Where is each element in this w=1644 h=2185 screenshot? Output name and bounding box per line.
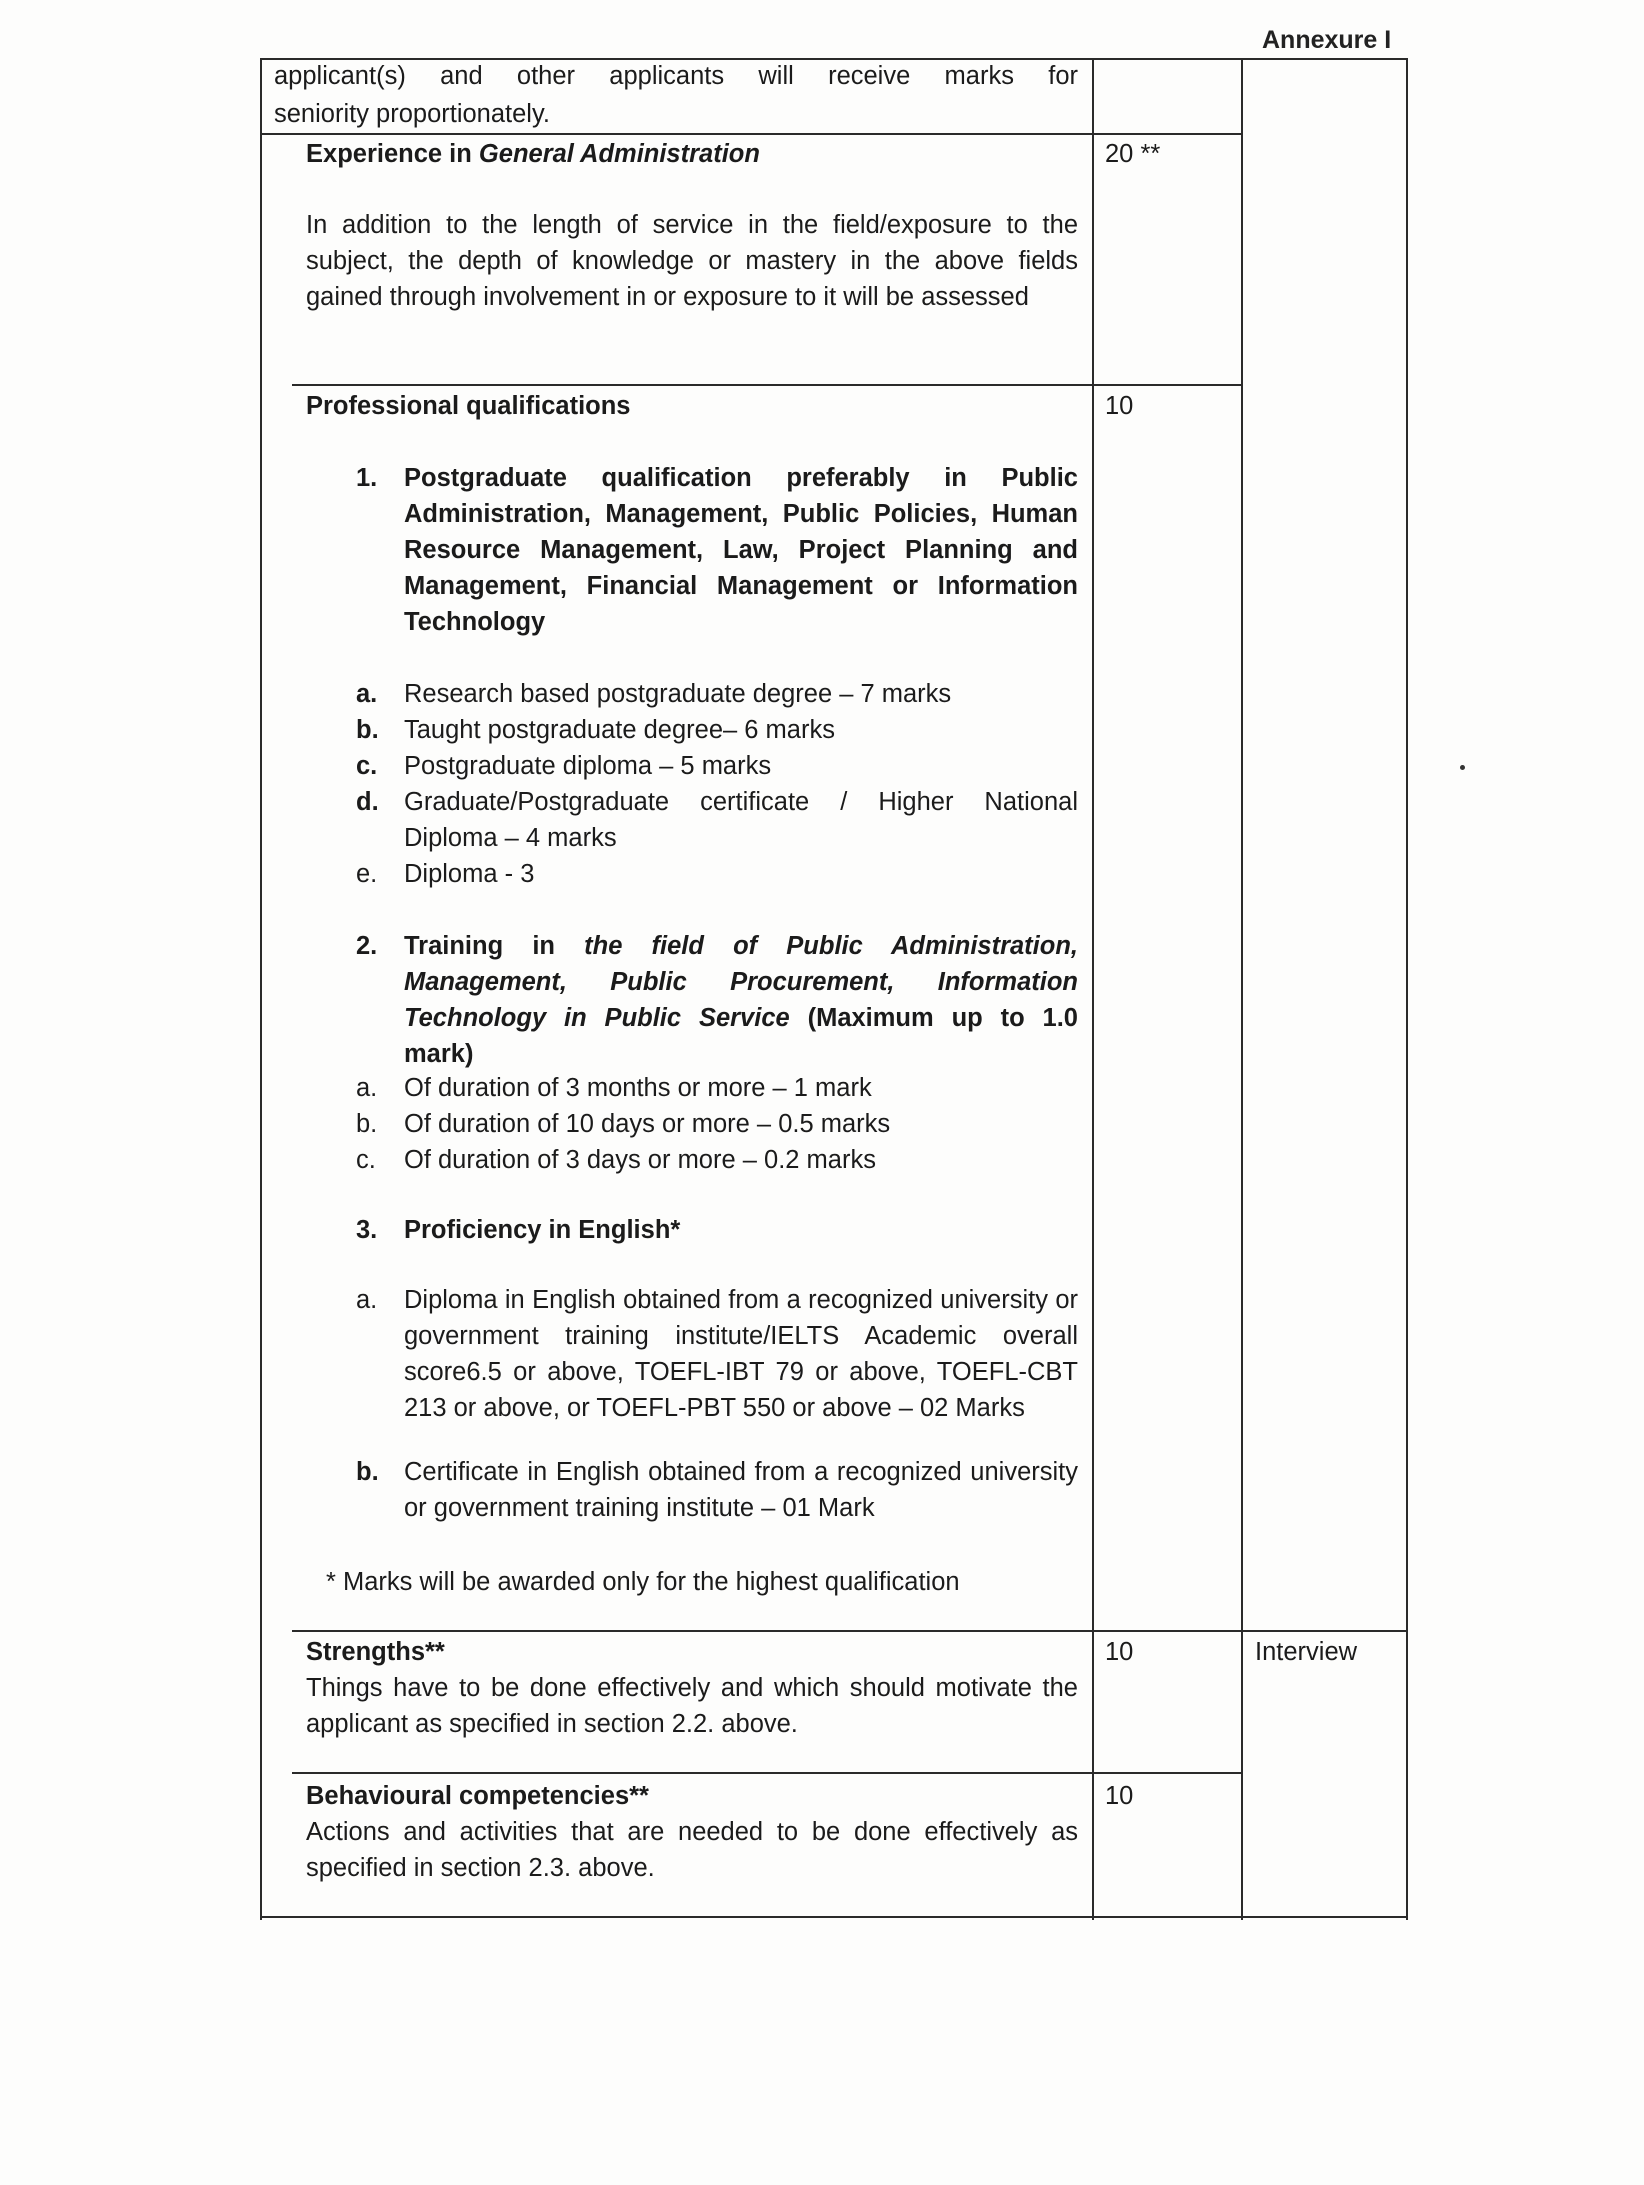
qualification-item-1 <box>356 460 1078 640</box>
behavioural-marks: 10 <box>1105 1782 1134 1810</box>
item-text-bold: Training in <box>404 932 585 960</box>
list-item <box>356 856 1078 892</box>
row-divider <box>292 1772 1243 1774</box>
list-item-label: b. <box>356 716 379 744</box>
list-item <box>356 1142 1078 1178</box>
list-item-label: e. <box>356 860 378 888</box>
list-item-label: a. <box>356 1074 378 1102</box>
list-item-text: Research based postgraduate degree – 7 marks <box>404 680 952 708</box>
list-item-text: Postgraduate diploma – 5 marks <box>404 752 772 780</box>
list-item <box>356 676 1078 712</box>
item-text-italic: the field of Public Administration, Management, Public Procurement, Information Technology in Public Service <box>404 932 1078 1032</box>
strengths-title: Strengths** <box>306 1638 445 1666</box>
list-item-label: a. <box>356 1286 378 1314</box>
list-item-label: c. <box>356 752 378 780</box>
list-item-text: Diploma - 3 <box>404 860 535 888</box>
stray-mark <box>1460 765 1465 770</box>
table-border-right <box>1406 58 1408 1920</box>
row-divider <box>292 384 1243 386</box>
list-item <box>356 1106 1078 1142</box>
table-border-left <box>260 58 262 1920</box>
column-divider-marks <box>1092 58 1094 1920</box>
list-item-text: Of duration of 3 months or more – 1 mark <box>404 1074 872 1102</box>
list-item-text: Taught postgraduate degree– 6 marks <box>404 716 835 744</box>
qualification-item-2 <box>356 928 1078 1072</box>
row-divider <box>260 133 1243 135</box>
professional-title: Professional qualifications <box>306 392 631 420</box>
column-divider-method <box>1241 58 1243 1920</box>
list-item-label: c. <box>356 1146 376 1174</box>
list-item-text: Graduate/Postgraduate certificate / Higher National Diploma – 4 marks <box>404 788 1078 852</box>
experience-title <box>306 136 760 172</box>
item-number: 2. <box>356 932 378 960</box>
strengths-description: Things have to be done effectively and which should motivate the applicant as specified in section 2.2. above. <box>306 1674 1078 1738</box>
professional-marks: 10 <box>1105 392 1134 420</box>
list-item-label: d. <box>356 788 379 816</box>
item-number: 1. <box>356 464 378 492</box>
list-item <box>356 712 1078 748</box>
strengths-marks: 10 <box>1105 1638 1134 1666</box>
item-number: 3. <box>356 1216 378 1244</box>
row-divider <box>292 1630 1408 1632</box>
list-item-label: b. <box>356 1458 379 1486</box>
qualification-item-3 <box>356 1212 1078 1248</box>
annexure-label: Annexure I <box>1262 26 1392 54</box>
list-item-text: Of duration of 10 days or more – 0.5 marks <box>404 1110 891 1138</box>
experience-description: In addition to the length of service in the field/exposure to the subject, the depth of knowledge or mastery in the above fields gained through involvement in or exposure to it will be assessed <box>306 211 1078 311</box>
seniority-line-2: seniority proportionately. <box>274 100 550 128</box>
item-text: Proficiency in English* <box>404 1216 681 1244</box>
experience-marks: 20 ** <box>1105 140 1161 168</box>
item-text: Postgraduate qualification preferably in Public Administration, Management, Public Policies, Human Resource Management, Law, Project Planning and Management, Financial Management or Information Technology <box>404 464 1078 636</box>
list-item-text: Certificate in English obtained from a recognized university or government training institute – 01 Mark <box>404 1458 1078 1522</box>
highest-qualification-note: * Marks will be awarded only for the highest qualification <box>326 1568 960 1596</box>
interview-method: Interview <box>1255 1638 1358 1666</box>
list-item <box>356 1282 1078 1426</box>
list-item-text: Of duration of 3 days or more – 0.2 marks <box>404 1146 876 1174</box>
behavioural-description: Actions and activities that are needed to be done effectively as specified in section 2.3. above. <box>306 1818 1078 1882</box>
list-item-text: Diploma in English obtained from a recognized university or government training institute/IELTS Academic overall score6.5 or above, TOEFL-IBT 79 or above, TOEFL-CBT 213 or above, or TOEFL-PBT 550 or above – 02 Marks <box>404 1286 1078 1422</box>
table-border-bottom <box>260 1916 1408 1918</box>
list-item-label: a. <box>356 680 378 708</box>
list-item <box>356 1070 1078 1106</box>
experience-title-italic: General Administration <box>478 140 760 168</box>
item-text-tail: (Maximum up to 1.0 mark) <box>404 1004 1078 1068</box>
behavioural-title: Behavioural competencies** <box>306 1782 649 1810</box>
seniority-line-1: applicant(s) and other applicants will receive marks for <box>274 62 1078 90</box>
list-item <box>356 1454 1078 1526</box>
list-item <box>356 784 1078 856</box>
list-item <box>356 748 1078 784</box>
experience-title-prefix: Experience in <box>306 140 479 168</box>
list-item-label: b. <box>356 1110 378 1138</box>
